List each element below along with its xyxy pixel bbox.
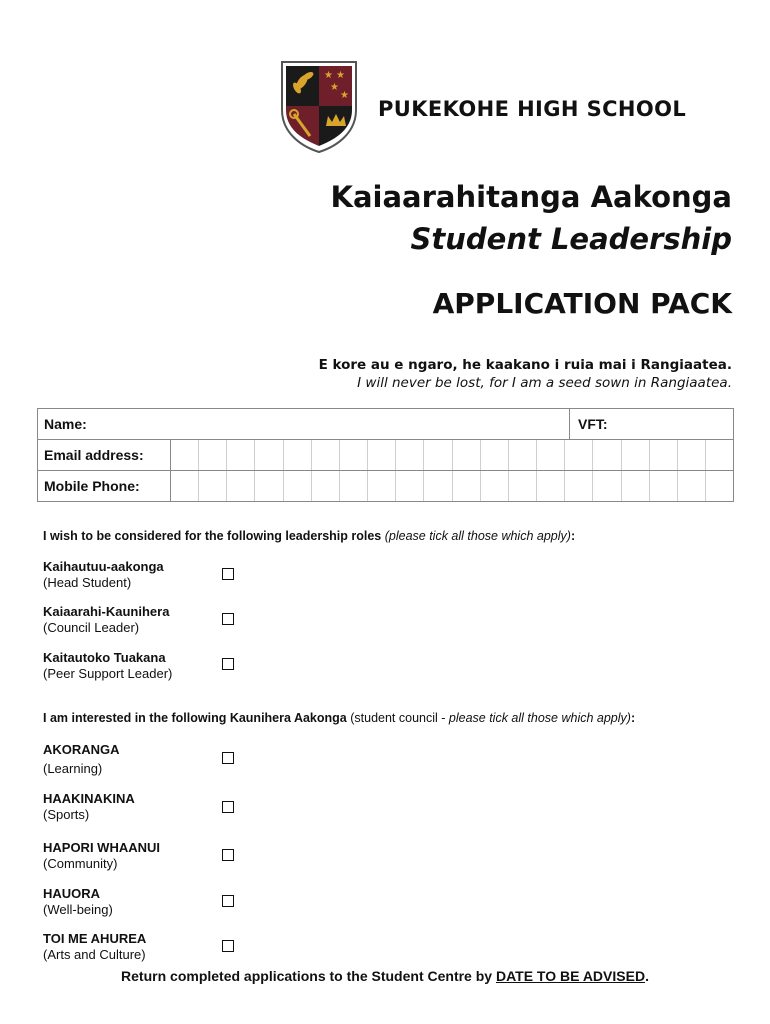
peer-support-leader-checkbox[interactable]: [222, 658, 234, 670]
title-maori: Kaiaarahitanga Aakonga: [330, 180, 732, 214]
council-learning: AKORANGA (Learning): [43, 742, 120, 776]
application-pack-title: APPLICATION PACK: [432, 287, 732, 320]
phone-field[interactable]: [171, 471, 734, 502]
svg-text:★: ★: [324, 70, 333, 81]
phone-character-boxes: [171, 471, 733, 501]
council-leader-checkbox[interactable]: [222, 613, 234, 625]
head-student-checkbox[interactable]: [222, 568, 234, 580]
student-council-heading: I am interested in the following Kaunihera Aakonga (student council - please tick all those which apply):: [43, 711, 636, 725]
svg-text:★: ★: [336, 70, 345, 81]
vft-label: VFT:: [578, 416, 608, 432]
council-well-being: HAUORA (Well-being): [43, 886, 113, 917]
leadership-roles-heading: I wish to be considered for the following leadership roles (please tick all those which apply):: [43, 529, 576, 543]
proverb-english: I will never be lost, for I am a seed sown in Rangiaatea.: [357, 375, 732, 391]
return-instructions: Return completed applications to the Student Centre by DATE TO BE ADVISED.: [121, 968, 649, 984]
name-label: Name:: [44, 416, 87, 432]
well-being-checkbox[interactable]: [222, 895, 234, 907]
sports-checkbox[interactable]: [222, 801, 234, 813]
arts-culture-checkbox[interactable]: [222, 940, 234, 952]
proverb-maori: E kore au e ngaro, he kaakano i ruia mai i Rangiaatea.: [318, 357, 732, 373]
learning-checkbox[interactable]: [222, 752, 234, 764]
role-head-student: Kaihautuu-aakonga (Head Student): [43, 559, 164, 590]
title-english: Student Leadership: [410, 222, 732, 256]
email-field[interactable]: [171, 440, 734, 471]
svg-text:★: ★: [340, 90, 349, 101]
council-community: HAPORI WHAANUI (Community): [43, 840, 160, 871]
due-date: DATE TO BE ADVISED: [495, 968, 646, 984]
vft-field[interactable]: [570, 409, 734, 440]
phone-label: Mobile Phone:: [38, 471, 171, 502]
council-arts-culture: TOI ME AHUREA (Arts and Culture): [43, 931, 147, 962]
name-field[interactable]: [38, 409, 570, 440]
email-label: Email address:: [38, 440, 171, 471]
role-peer-support-leader: Kaitautoko Tuakana (Peer Support Leader): [43, 650, 173, 681]
role-council-leader: Kaiaarahi-Kaunihera (Council Leader): [43, 604, 170, 635]
applicant-details-table: [37, 408, 734, 502]
email-character-boxes: [171, 440, 733, 470]
council-sports: HAAKINAKINA (Sports): [43, 791, 135, 822]
school-crest-logo: [280, 60, 358, 154]
svg-text:★: ★: [330, 82, 339, 93]
school-name: PUKEKOHE HIGH SCHOOL: [378, 97, 687, 121]
community-checkbox[interactable]: [222, 849, 234, 861]
